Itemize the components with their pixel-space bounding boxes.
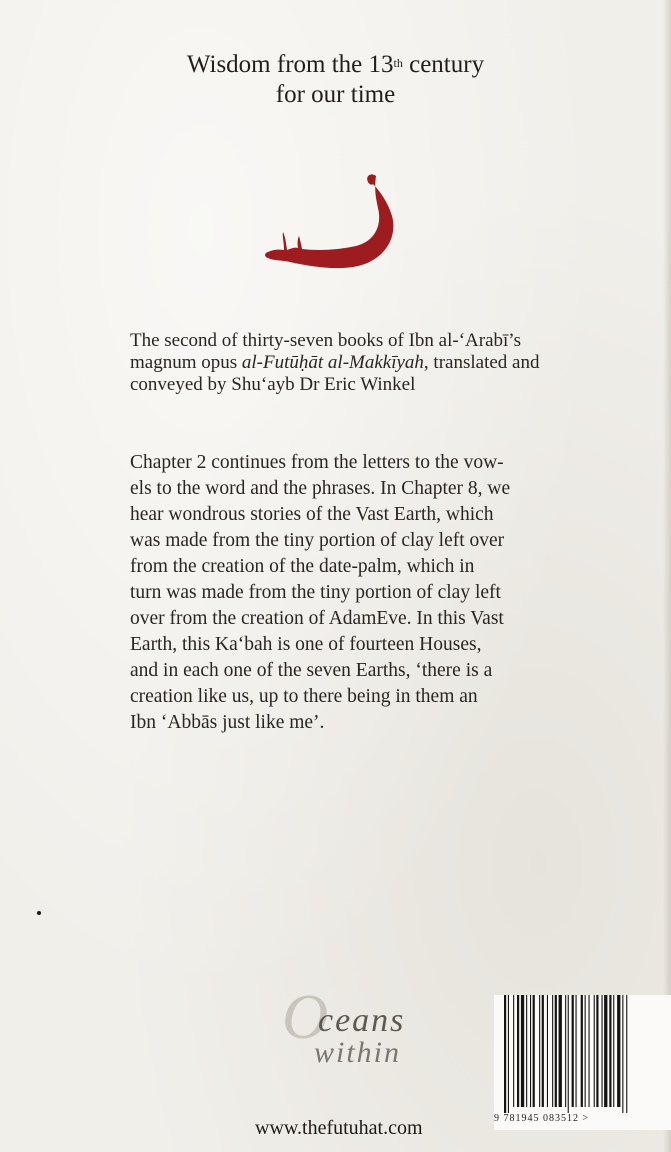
barcode-icon: [502, 995, 662, 1115]
barcode-bar: [617, 995, 620, 1107]
barcode-bar: [613, 995, 614, 1107]
isbn-barcode: [494, 995, 671, 1130]
barcode-bar: [533, 995, 535, 1107]
barcode-bar: [504, 995, 506, 1113]
description-line: Earth, this Ka‘bah is one of fourteen Houses,: [130, 634, 482, 655]
headline-line-2: for our time: [275, 81, 396, 108]
barcode-bar: [513, 995, 514, 1107]
barcode-bar: [604, 995, 607, 1107]
page-edge-shadow: [663, 0, 671, 1152]
barcode-bar: [559, 995, 562, 1107]
barcode-bar: [539, 995, 540, 1107]
barcode-bar: [568, 995, 569, 1113]
description-line: Ibn ‘Abbās just like me’.: [130, 712, 325, 733]
description-line: and in each one of the seven Earths, ‘there is a: [130, 660, 493, 681]
description-line: over from the creation of AdamEve. In this Vast: [130, 608, 504, 629]
cover-headline: [0, 50, 671, 110]
publisher-logo: [282, 981, 447, 1080]
barcode-bar: [594, 995, 595, 1107]
barcode-bar: [565, 995, 566, 1107]
description-line: turn was made from the tiny portion of clay left: [130, 582, 501, 603]
barcode-bar: [589, 995, 590, 1107]
logo-word-within: within: [314, 1036, 402, 1069]
website-url: www.thefutuhat.com: [255, 1117, 423, 1139]
barcode-bar: [521, 995, 524, 1107]
arabic-calligraphy-mark-icon: [258, 168, 408, 278]
barcode-bar: [572, 995, 574, 1107]
barcode-digits: 9 781945 083512 >: [494, 1113, 590, 1124]
logo-initial: O: [282, 981, 329, 1052]
description-line: was made from the tiny portion of clay left over: [130, 530, 505, 551]
barcode-bar: [526, 995, 527, 1107]
barcode-bar: [626, 995, 627, 1113]
headline-line-1: Wisdom from the 13th century: [186, 51, 485, 78]
barcode-bar: [552, 995, 553, 1107]
description-line: from the creation of the date-palm, which in: [130, 556, 475, 577]
barcode-bar: [576, 995, 577, 1107]
barcode-bar: [517, 995, 519, 1107]
barcode-bar: [596, 995, 598, 1107]
barcode-bar: [602, 995, 603, 1107]
description-line: Chapter 2 continues from the letters to the vow-: [130, 452, 504, 473]
barcode-bar: [581, 995, 583, 1107]
description-paragraph: [130, 450, 562, 736]
barcode-bar: [508, 995, 509, 1113]
description-line: hear wondrous stories of the Vast Earth, which: [130, 504, 494, 525]
barcode-bar: [609, 995, 611, 1107]
description-line: creation like us, up to there being in them an: [130, 686, 478, 707]
barcode-bar: [542, 995, 544, 1107]
description-line: els to the word and the phrases. In Chapter 8, we: [130, 478, 511, 499]
print-speck: [37, 911, 41, 915]
barcode-bar: [622, 995, 623, 1113]
barcode-bar: [530, 995, 531, 1107]
barcode-bar: [555, 995, 557, 1107]
barcode-bar: [585, 995, 586, 1107]
intro-paragraph: The second of thirty-seven books of Ibn al-‘Arabī’s magnum opus al-Futūḥāt al-Makkīyah, translated and conveyed by Shu‘ayb Dr Eric Winkel: [130, 330, 540, 395]
barcode-bar: [547, 995, 548, 1107]
book-title-italic: al-Futūḥāt al-Makkīyah: [241, 352, 424, 373]
logo-word-oceans: ceans: [318, 1002, 406, 1039]
